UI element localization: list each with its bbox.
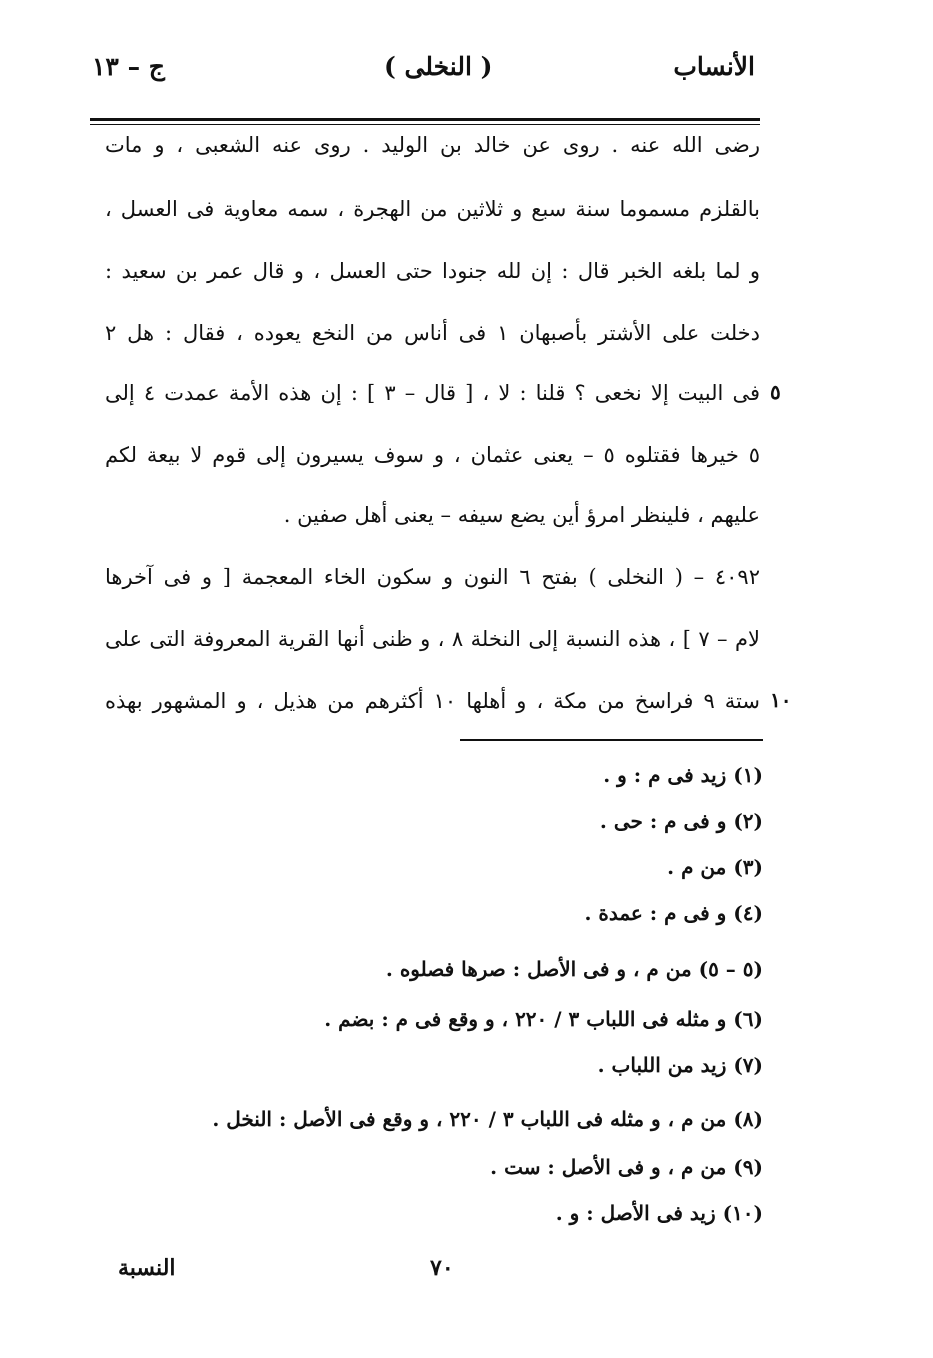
body-line: بالقلزم مسموما سنة سبع و ثلاثين من الهجرة ، سمه معاوية فى العسل ، <box>105 197 760 221</box>
footnote: (٧) زيد من اللباب . <box>597 1053 763 1077</box>
body-line: فى البيت إلا نخعى ؟ قلنا : لا ، [ قال – ٣ ] : إن هذه الأمة عمدت ٤ إلى <box>105 381 760 405</box>
header-rule-thin <box>90 124 760 125</box>
body-line: ٥ خيرها فقتلوه ٥ – يعنى عثمان ، و سوف يسيرون إلى قوم لا بيعة لكم <box>105 443 760 467</box>
footnote: (٨) من م ، و مثله فى اللباب ٣ / ٢٢٠ ، و وقع فى الأصل : النخل . <box>212 1107 763 1131</box>
running-header-entry: ( النخلى ) <box>384 52 493 81</box>
line-number-10: ١٠ <box>770 688 792 712</box>
running-header-volume: ج – ١٣ <box>92 52 165 81</box>
body-line: ستة ٩ فراسخ من مكة ، و أهلها ١٠ أكثرهم من هذيل ، و المشهور بهذه <box>105 689 760 713</box>
body-line: و لما بلغه الخبر قال : إن لله جنودا حتى العسل ، و قال عمر بن سعيد : <box>105 259 760 283</box>
body-line-entry-heading: ٤٠٩٢ – ( النخلى ) بفتح ٦ النون و سكون الخاء المعجمة [ و فى آخرها <box>105 565 760 589</box>
body-line: دخلت على الأشتر بأصبهان ١ فى أناس من النخع يعوده ، فقال : هل ٢ <box>105 321 760 345</box>
body-line: لام – ٧ ] ، هذه النسبة إلى النخلة ٨ ، و ظنى أنها القرية المعروفة التى على <box>105 627 760 651</box>
running-header-title: الأنساب <box>673 52 755 81</box>
footnote-separator <box>460 739 763 741</box>
footnote: (١) زيد فى م : و . <box>603 763 763 787</box>
footnote: (٣) من م . <box>667 855 763 879</box>
body-line: عليهم ، فلينظر امرؤ أين يضع سيفه – يعنى أهل صفين . <box>283 503 760 527</box>
header-rule-thick <box>90 118 760 121</box>
footnote: (١٠) زيد فى الأصل : و . <box>555 1201 763 1225</box>
footnote: (٩) من م ، و فى الأصل : ست . <box>490 1155 763 1179</box>
line-number-5: ٥ <box>770 380 781 404</box>
page-number: ٧٠ <box>430 1255 454 1281</box>
footnote: (٦) و مثله فى اللباب ٣ / ٢٢٠ ، و وقع فى م : بضم . <box>324 1007 763 1031</box>
footnote: (٢) و فى م : حى . <box>599 809 763 833</box>
footnote: (٥ – ٥) من م ، و فى الأصل : صرها فصلوه . <box>385 957 763 981</box>
catchword: النسبة <box>118 1255 176 1281</box>
footnote: (٤) و فى م : عمدة . <box>584 901 763 925</box>
body-line: رضى الله عنه . روى عن خالد بن الوليد . روى عنه الشعبى ، و مات <box>105 133 760 157</box>
